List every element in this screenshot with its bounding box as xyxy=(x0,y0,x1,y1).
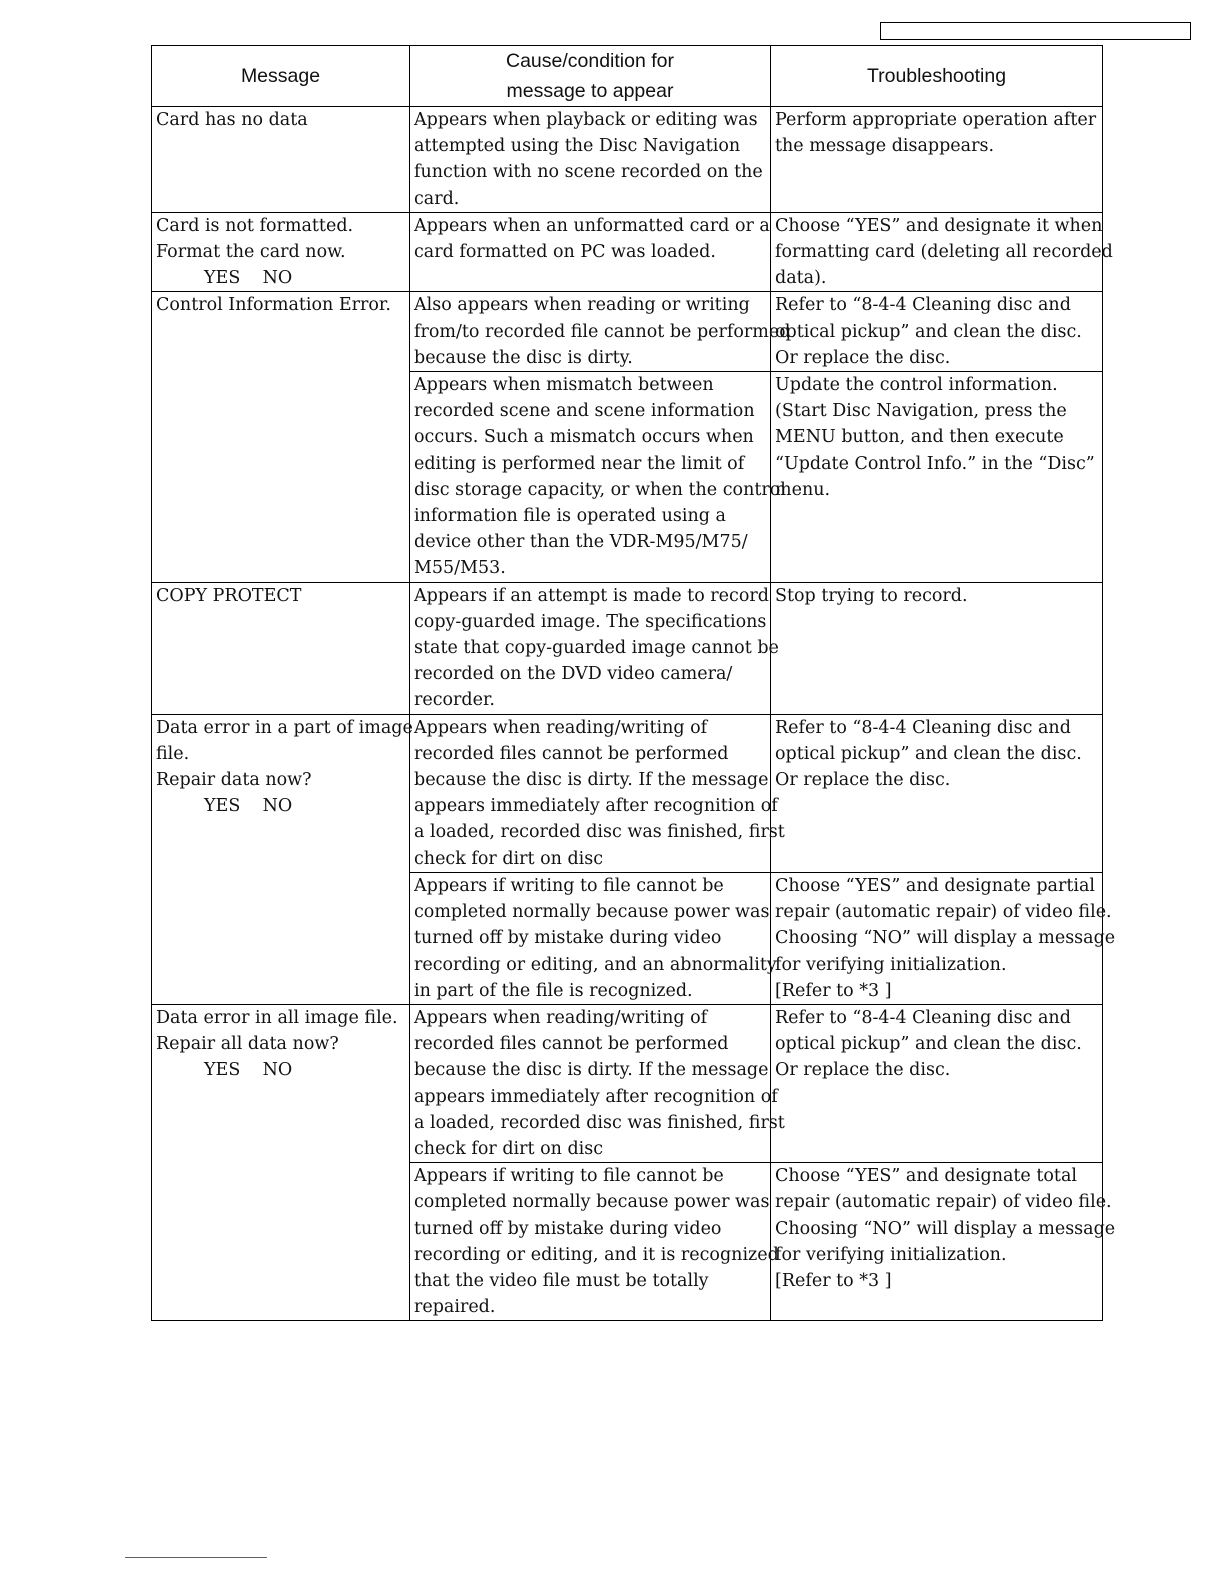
troubleshooting-cell: Stop trying to record. xyxy=(771,582,1103,714)
header-frame-box xyxy=(880,22,1191,40)
cause-cell: Appears when an unformatted card or a card formatted on PC was loaded. xyxy=(410,212,771,292)
cause-cell: Appears if an attempt is made to record copy-guarded image. The specifications state that copy-guarded image cannot be recorded on the DVD video camera/ recorder. xyxy=(410,582,771,714)
troubleshooting-cell: Update the control information. (Start Disc Navigation, press the MENU button, and then execute “Update Control Info.” in the “Disc” menu. xyxy=(771,372,1103,583)
message-cell: Control Information Error. xyxy=(152,292,410,582)
table-row xyxy=(152,582,1103,714)
cause-cell: Appears when reading/writing of recorded files cannot be performed because the disc is dirty. If the message appears immediately after recognition of a loaded, recorded disc was finished, first check for dirt on disc xyxy=(410,1004,771,1162)
troubleshooting-cell: Refer to “8-4-4 Cleaning disc and optical pickup” and clean the disc. Or replace the disc. xyxy=(771,1004,1103,1162)
troubleshooting-cell: Perform appropriate operation after the message disappears. xyxy=(771,107,1103,213)
message-cell: Card is not formatted. Format the card now. YES NO xyxy=(152,212,410,292)
troubleshooting-cell: Refer to “8-4-4 Cleaning disc and optical pickup” and clean the disc. Or replace the disc. xyxy=(771,714,1103,872)
cause-cell: Appears when reading/writing of recorded files cannot be performed because the disc is dirty. If the message appears immediately after recognition of a loaded, recorded disc was finished, first check for dirt on disc xyxy=(410,714,771,872)
cause-cell: Also appears when reading or writing from/to recorded file cannot be performed because the disc is dirty. xyxy=(410,292,771,372)
cause-cell: Appears when playback or editing was attempted using the Disc Navigation function with no scene recorded on the card. xyxy=(410,107,771,213)
header-message: Message xyxy=(152,46,410,107)
table-row xyxy=(152,212,1103,292)
cause-cell: Appears if writing to file cannot be completed normally because power was turned off by mistake during video recording or editing, and it is recognized that the video file must be totally repaired. xyxy=(410,1163,771,1321)
cause-cell: Appears when mismatch between recorded scene and scene information occurs. Such a mismatch occurs when editing is performed near the limit of disc storage capacity, or when the control information file is operated using a device other than the VDR-M95/M75/ M55/M53. xyxy=(410,372,771,583)
troubleshooting-cell: Choose “YES” and designate total repair (automatic repair) of video file. Choosing “NO” will display a message for verifying initialization. [Refer to *3 ] xyxy=(771,1163,1103,1321)
header-cause: Cause/condition for message to appear xyxy=(410,46,771,107)
footer-rule xyxy=(125,1557,267,1558)
cause-cell: Appears if writing to file cannot be completed normally because power was turned off by mistake during video recording or editing, and an abnormality in part of the file is recognized. xyxy=(410,872,771,1004)
troubleshooting-cell: Choose “YES” and designate partial repair (automatic repair) of video file. Choosing “NO” will display a message for verifying initialization. [Refer to *3 ] xyxy=(771,872,1103,1004)
troubleshooting-cell: Refer to “8-4-4 Cleaning disc and optical pickup” and clean the disc. Or replace the disc. xyxy=(771,292,1103,372)
troubleshooting-cell: Choose “YES” and designate it when formatting card (deleting all recorded data). xyxy=(771,212,1103,292)
table-row xyxy=(152,714,1103,872)
yes-no-options: YES NO xyxy=(204,796,293,817)
table-row xyxy=(152,292,1103,372)
table-row xyxy=(152,1004,1103,1162)
header-troubleshooting: Troubleshooting xyxy=(771,46,1103,107)
table-row xyxy=(152,107,1103,213)
yes-no-options: YES NO xyxy=(204,1060,293,1081)
message-cell: Data error in a part of image file. Repair data now? YES NO xyxy=(152,714,410,1004)
message-cell: COPY PROTECT xyxy=(152,582,410,714)
troubleshooting-table xyxy=(151,45,1116,1321)
message-cell: Card has no data xyxy=(152,107,410,213)
message-cell: Data error in all image file. Repair all data now? YES NO xyxy=(152,1004,410,1320)
yes-no-options: YES NO xyxy=(204,268,293,289)
table-header-row xyxy=(152,46,1103,107)
